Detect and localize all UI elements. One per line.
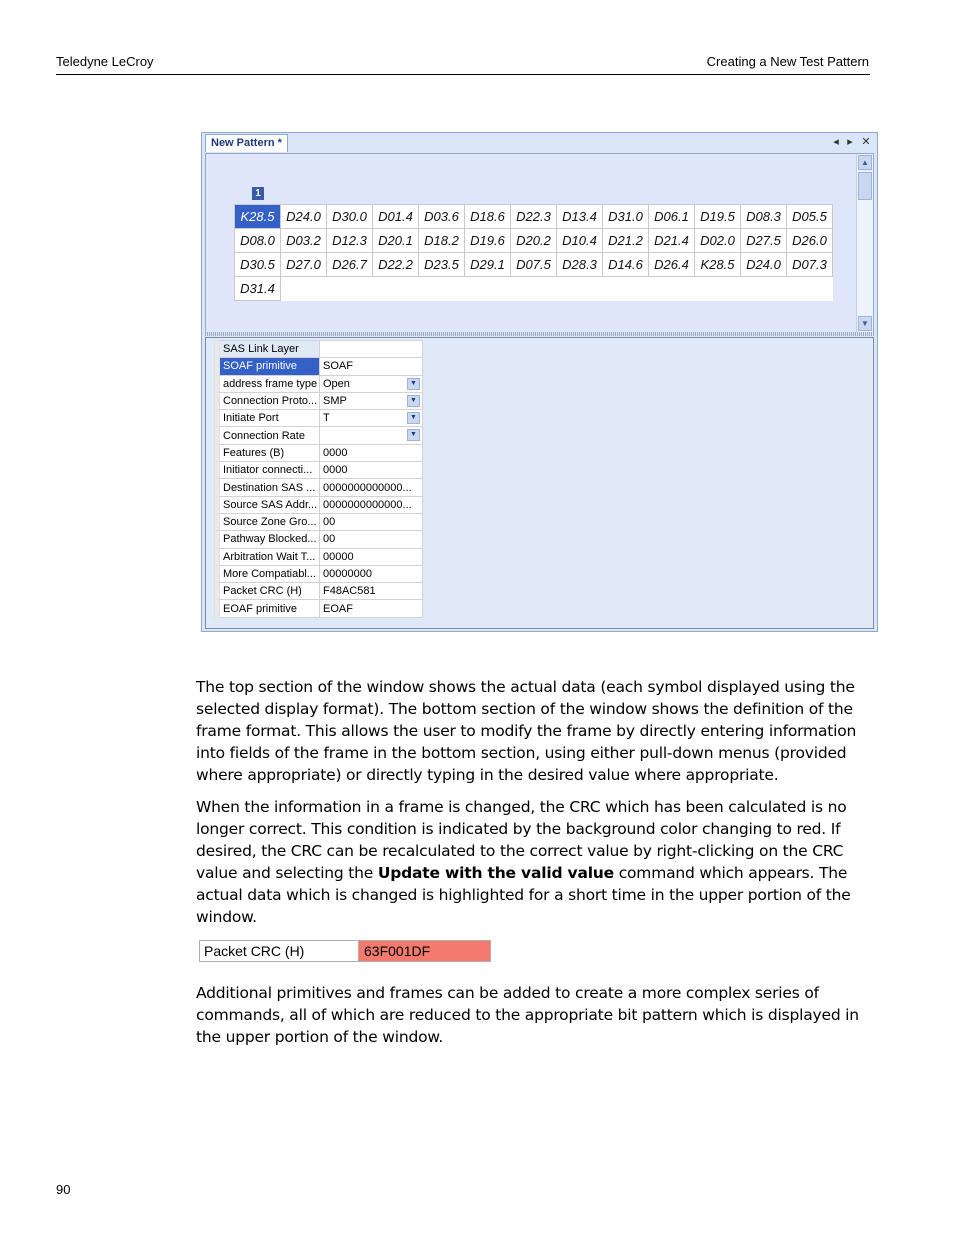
symbol-cell[interactable]: D10.4 <box>557 229 603 253</box>
crc-invalid-value[interactable]: 63F001DF <box>359 941 490 961</box>
paragraph-2 <box>196 796 876 928</box>
paragraph-3: Additional primitives and frames can be added to create a more complex series of commands, all of which are reduced to the appropriate bit pattern which is displayed in the upper portion of the window. <box>196 984 859 1046</box>
symbol-cell[interactable]: D18.2 <box>419 229 465 253</box>
empty-cell <box>741 277 787 301</box>
property-value-text: 0000 <box>323 446 348 459</box>
symbol-cell[interactable]: D03.6 <box>419 205 465 229</box>
crc-label: Packet CRC (H) <box>200 941 359 961</box>
symbol-cell[interactable]: D26.0 <box>787 229 833 253</box>
symbol-cell[interactable]: D01.4 <box>373 205 419 229</box>
property-value-text: 0000000000000... <box>323 498 412 511</box>
property-name[interactable]: Packet CRC (H) <box>220 583 320 600</box>
scroll-thumb[interactable] <box>858 172 872 200</box>
symbol-cell[interactable]: D24.0 <box>741 253 787 277</box>
tab-bar <box>202 133 877 152</box>
symbol-cell[interactable]: D30.5 <box>235 253 281 277</box>
symbol-cell[interactable]: D23.5 <box>419 253 465 277</box>
crc-example <box>199 940 491 962</box>
property-name[interactable]: Destination SAS ... <box>220 479 320 496</box>
symbol-cell[interactable]: D08.3 <box>741 205 787 229</box>
property-row <box>215 583 423 600</box>
empty-cell <box>373 277 419 301</box>
symbol-cell[interactable]: D28.3 <box>557 253 603 277</box>
symbol-cell[interactable]: D20.1 <box>373 229 419 253</box>
symbol-cell[interactable]: D07.5 <box>511 253 557 277</box>
property-row <box>215 358 423 375</box>
symbol-cell[interactable]: D27.5 <box>741 229 787 253</box>
property-row <box>215 496 423 513</box>
symbol-cell[interactable]: D21.4 <box>649 229 695 253</box>
symbol-data-pane <box>205 153 874 333</box>
property-value[interactable] <box>320 496 423 513</box>
property-value-text: 0000 <box>323 464 348 477</box>
symbol-cell[interactable]: D14.6 <box>603 253 649 277</box>
symbol-cell[interactable]: K28.5 <box>695 253 741 277</box>
symbol-cell[interactable]: D06.1 <box>649 205 695 229</box>
symbol-cell[interactable]: D30.0 <box>327 205 373 229</box>
vertical-scrollbar[interactable] <box>856 154 873 332</box>
property-value[interactable] <box>320 444 423 461</box>
property-value[interactable] <box>320 375 423 392</box>
symbol-cell[interactable]: D19.5 <box>695 205 741 229</box>
property-value[interactable] <box>320 410 423 427</box>
symbol-row <box>235 205 833 229</box>
paragraph-2-text-a: When the information in a frame is changed, the CRC which has been calculated is no longer correct. This condition is indicated by the background color changing to red. If desired, the CRC can be recalculated to the correct value by right-clicking on the CRC value and selecting the <box>196 798 847 882</box>
property-value-text: 00000000 <box>323 568 372 580</box>
property-value[interactable] <box>320 583 423 600</box>
property-row <box>215 392 423 409</box>
tab-prev-icon[interactable]: ◂ <box>833 136 839 148</box>
property-name[interactable]: Arbitration Wait T... <box>220 548 320 565</box>
symbol-row <box>235 253 833 277</box>
paragraph-2-text-b: command which appears. The actual data which is changed is highlighted for a short time in the upper portion of the window. <box>196 864 851 926</box>
property-value-text: 00 <box>323 516 336 529</box>
property-value[interactable] <box>320 479 423 496</box>
property-name[interactable]: EOAF primitive <box>220 600 320 617</box>
header-rule <box>56 74 870 75</box>
tab-next-icon[interactable]: ▸ <box>847 136 853 148</box>
property-name[interactable]: Initiator connecti... <box>220 462 320 479</box>
empty-cell <box>419 277 465 301</box>
property-value-text: T <box>323 412 330 425</box>
paragraph-1: The top section of the window shows the actual data (each symbol displayed using the selected display format). The bottom section of the window shows the definition of the frame format. This allows the user to modify the frame by directly entering information into fields of the frame in the bottom section, using either pull-down menus (provided where appropriate) or directly typing in the desired value where appropriate. <box>196 678 857 784</box>
property-row <box>215 565 423 582</box>
tab-new-pattern[interactable]: New Pattern * <box>205 134 288 152</box>
property-name[interactable]: Connection Rate <box>220 427 320 444</box>
symbol-cell[interactable]: D03.2 <box>281 229 327 253</box>
property-value-text: 00000 <box>323 550 354 563</box>
chevron-down-icon[interactable]: ▼ <box>407 395 420 407</box>
symbol-cell[interactable]: D26.4 <box>649 253 695 277</box>
property-value[interactable] <box>320 600 423 617</box>
frame-number-badge: 1 <box>252 187 264 200</box>
symbol-cell[interactable]: D12.3 <box>327 229 373 253</box>
paragraph-2-command: Update with the valid value <box>377 864 614 882</box>
symbol-cell[interactable]: D19.6 <box>465 229 511 253</box>
symbol-cell[interactable]: D08.0 <box>235 229 281 253</box>
symbol-cell[interactable]: D20.2 <box>511 229 557 253</box>
empty-cell <box>557 277 603 301</box>
symbol-row <box>235 277 833 301</box>
property-row <box>215 462 423 479</box>
property-name[interactable]: More Compatiabl... <box>220 565 320 582</box>
property-row <box>215 479 423 496</box>
symbol-cell[interactable]: D18.6 <box>465 205 511 229</box>
property-name[interactable]: Initiate Port <box>220 410 320 427</box>
symbol-cell[interactable]: K28.5 <box>235 205 281 229</box>
property-value[interactable] <box>320 392 423 409</box>
property-value[interactable] <box>320 462 423 479</box>
symbol-cell[interactable]: D21.2 <box>603 229 649 253</box>
close-icon[interactable]: ✕ <box>861 136 871 148</box>
symbol-row <box>235 229 833 253</box>
property-value-text: SMP <box>323 395 347 408</box>
empty-cell <box>281 277 327 301</box>
symbol-cell[interactable]: D22.3 <box>511 205 557 229</box>
property-name[interactable]: Connection Proto... <box>220 392 320 409</box>
symbol-cell[interactable]: D24.0 <box>281 205 327 229</box>
empty-cell <box>649 277 695 301</box>
page-number: 90 <box>56 1182 71 1197</box>
property-row <box>215 410 423 427</box>
empty-cell <box>511 277 557 301</box>
header-right: Creating a New Test Pattern <box>706 54 869 69</box>
scroll-down-icon[interactable]: ▼ <box>858 316 872 331</box>
property-row <box>215 427 423 444</box>
property-grid <box>214 340 423 618</box>
chevron-down-icon[interactable]: ▼ <box>407 378 420 390</box>
property-name[interactable]: Features (B) <box>220 444 320 461</box>
property-row <box>215 513 423 530</box>
pattern-window <box>201 132 878 632</box>
symbol-cell[interactable]: D27.0 <box>281 253 327 277</box>
symbol-cell[interactable]: D22.2 <box>373 253 419 277</box>
property-value-text: Open <box>323 377 350 390</box>
frame-definition-pane <box>205 337 874 629</box>
property-group-value <box>320 341 423 358</box>
empty-cell <box>327 277 373 301</box>
property-row <box>215 444 423 461</box>
symbol-cell[interactable]: D26.7 <box>327 253 373 277</box>
symbol-cell[interactable]: D02.0 <box>695 229 741 253</box>
header-left: Teledyne LeCroy <box>56 54 154 69</box>
pane-splitter[interactable] <box>205 332 874 336</box>
property-row <box>215 548 423 565</box>
property-value-text: 0000000000000... <box>323 481 412 494</box>
symbol-cell[interactable]: D29.1 <box>465 253 511 277</box>
property-value[interactable] <box>320 548 423 565</box>
property-name[interactable]: Source Zone Gro... <box>220 513 320 530</box>
scroll-up-icon[interactable]: ▲ <box>858 155 872 170</box>
property-name[interactable]: SOAF primitive <box>220 358 320 375</box>
symbol-cell[interactable]: D31.0 <box>603 205 649 229</box>
property-name[interactable]: Pathway Blocked... <box>220 531 320 548</box>
property-row <box>215 531 423 548</box>
empty-cell <box>787 277 833 301</box>
property-name[interactable]: address frame type <box>220 375 320 392</box>
property-group-header: SAS Link Layer <box>220 341 320 358</box>
symbol-cell[interactable]: D07.3 <box>787 253 833 277</box>
empty-cell <box>695 277 741 301</box>
symbol-grid <box>234 204 833 301</box>
property-value[interactable] <box>320 565 423 582</box>
property-value-text: F48AC581 <box>323 585 376 598</box>
property-value[interactable] <box>320 531 423 548</box>
chevron-down-icon[interactable]: ▼ <box>407 412 420 424</box>
property-value-text: 00 <box>323 533 336 546</box>
property-row <box>215 375 423 392</box>
property-value[interactable] <box>320 427 423 444</box>
property-value[interactable] <box>320 358 423 375</box>
property-value[interactable] <box>320 513 423 530</box>
chevron-down-icon[interactable]: ▼ <box>407 429 420 441</box>
empty-cell <box>603 277 649 301</box>
property-name[interactable]: Source SAS Addr... <box>220 496 320 513</box>
property-value-text: EOAF <box>323 602 353 615</box>
symbol-cell[interactable]: D05.5 <box>787 205 833 229</box>
symbol-cell[interactable]: D13.4 <box>557 205 603 229</box>
property-row <box>215 600 423 617</box>
property-value-text: SOAF <box>323 360 353 373</box>
empty-cell <box>465 277 511 301</box>
symbol-cell[interactable]: D31.4 <box>235 277 281 301</box>
